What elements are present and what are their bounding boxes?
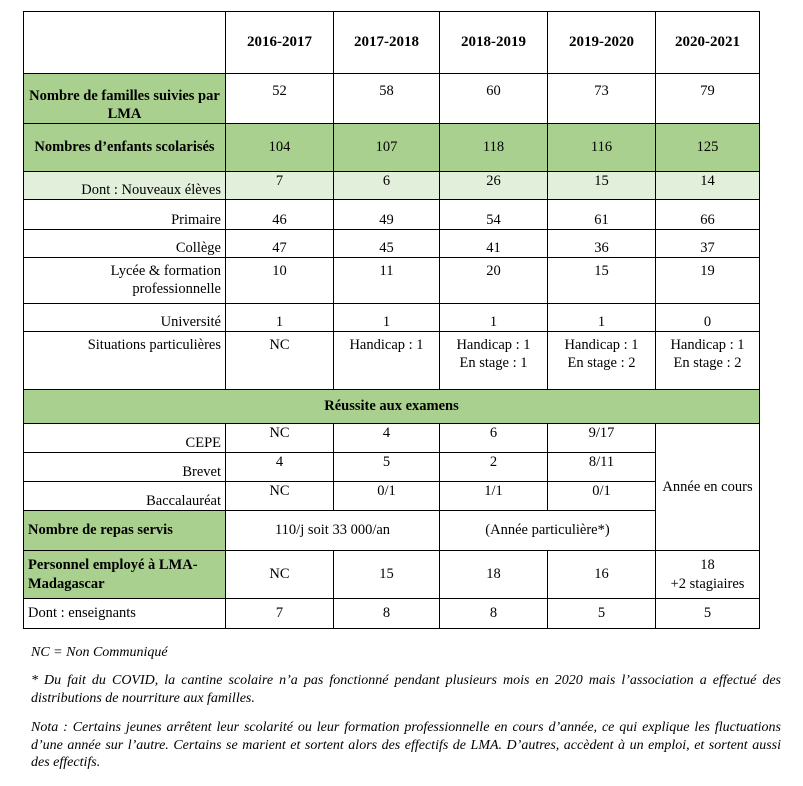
row-label: Nombre de familles suivies par LMA	[24, 74, 226, 124]
cell: 52	[226, 74, 334, 124]
cell: 73	[548, 74, 656, 124]
cell: 16	[548, 551, 656, 599]
cell: 46	[226, 200, 334, 230]
cell-line: En stage : 2	[567, 355, 636, 372]
teachers-row	[24, 599, 760, 629]
cell: 125	[656, 124, 760, 172]
cell: 18	[440, 551, 548, 599]
cell: 15	[334, 551, 440, 599]
row-label: Primaire	[24, 200, 226, 230]
year-header: 2018-2019	[440, 12, 548, 74]
merged-cell-current-year: Année en cours	[656, 424, 760, 551]
header-empty-cell	[24, 12, 226, 74]
cell	[656, 332, 760, 390]
row-label: CEPE	[24, 424, 226, 453]
cell: NC	[226, 424, 334, 453]
cell: NC	[226, 482, 334, 511]
cell: 61	[548, 200, 656, 230]
cell	[656, 551, 760, 599]
lycee-row	[24, 258, 760, 304]
year-header: 2016-2017	[226, 12, 334, 74]
cell: 10	[226, 258, 334, 304]
cell: 110/j soit 33 000/an	[226, 511, 440, 551]
cell: 54	[440, 200, 548, 230]
cell-line: Handicap : 1	[670, 337, 745, 353]
row-label: Situations particulières	[24, 332, 226, 390]
cell: 107	[334, 124, 440, 172]
cell: 8/11	[548, 453, 656, 482]
row-label: Lycée & formation professionnelle	[24, 258, 226, 304]
cell: 9/17	[548, 424, 656, 453]
cell: 41	[440, 230, 548, 258]
cell: 5	[548, 599, 656, 629]
cell: 0/1	[334, 482, 440, 511]
cell: 116	[548, 124, 656, 172]
cell: 19	[656, 258, 760, 304]
cell: 8	[440, 599, 548, 629]
cell	[548, 332, 656, 390]
cell-line: 18	[700, 557, 715, 574]
cell: 26	[440, 172, 548, 200]
stats-table	[23, 11, 760, 629]
note-nota: Nota : Certains jeunes arrêtent leur scolarité ou leur formation professionnelle en cours d’année, ce qui explique les fluctuations d’une année sur l’autre. Certains se marient et sortent alors des effectifs de LMA. D’autres, accèdent à un emploi, et sortent aussi des effectifs.	[31, 720, 781, 770]
cell: 66	[656, 200, 760, 230]
cell: 14	[656, 172, 760, 200]
cell: 4	[334, 424, 440, 453]
cell: 47	[226, 230, 334, 258]
cell: 37	[656, 230, 760, 258]
cell-line: Handicap : 1	[456, 337, 531, 353]
cell: 8	[334, 599, 440, 629]
cell: 15	[548, 258, 656, 304]
cell-line: +2 stagiaires	[670, 575, 745, 592]
year-header: 2017-2018	[334, 12, 440, 74]
cell: 60	[440, 74, 548, 124]
cell: 5	[334, 453, 440, 482]
cell: 1	[226, 304, 334, 332]
row-label: Brevet	[24, 453, 226, 482]
college-row	[24, 230, 760, 258]
university-row	[24, 304, 760, 332]
cell: 36	[548, 230, 656, 258]
bac-row	[24, 482, 760, 511]
cell: 7	[226, 172, 334, 200]
cell: 1	[334, 304, 440, 332]
row-label: Nombres d’enfants scolarisés	[24, 124, 226, 172]
exams-header-row	[24, 390, 760, 424]
meals-row	[24, 511, 760, 551]
row-label: Personnel employé à LMA-Madagascar	[24, 551, 226, 599]
cell-line: En stage : 2	[673, 355, 742, 372]
cell	[440, 332, 548, 390]
cell: NC	[226, 332, 334, 390]
cell: 104	[226, 124, 334, 172]
cell: 6	[440, 424, 548, 453]
cell: 49	[334, 200, 440, 230]
cell: 0	[656, 304, 760, 332]
cell: 6	[334, 172, 440, 200]
cell: 11	[334, 258, 440, 304]
primary-row	[24, 200, 760, 230]
note-covid: * Du fait du COVID, la cantine scolaire n’a pas fonctionné pendant plusieurs mois en 2020 mais l’association a effectué des distributions de nourriture aux familles.	[31, 673, 781, 706]
row-label: Université	[24, 304, 226, 332]
cell: 0/1	[548, 482, 656, 511]
cell: NC	[226, 551, 334, 599]
row-label: Baccalauréat	[24, 482, 226, 511]
cell: 58	[334, 74, 440, 124]
new-students-row	[24, 172, 760, 200]
note-nc: NC = Non Communiqué	[31, 645, 168, 660]
cell: 5	[656, 599, 760, 629]
cell: (Année particulière*)	[440, 511, 656, 551]
year-header: 2019-2020	[548, 12, 656, 74]
cell: 2	[440, 453, 548, 482]
row-label: Dont : enseignants	[24, 599, 226, 629]
cell: 1	[548, 304, 656, 332]
cell: 1	[440, 304, 548, 332]
families-row	[24, 74, 760, 124]
cepe-row	[24, 424, 760, 453]
children-row	[24, 124, 760, 172]
row-label: Dont : Nouveaux élèves	[24, 172, 226, 200]
row-label: Nombre de repas servis	[24, 511, 226, 551]
brevet-row	[24, 453, 760, 482]
cell: 20	[440, 258, 548, 304]
row-label: Collège	[24, 230, 226, 258]
cell-line: En stage : 1	[459, 355, 528, 372]
special-situations-row	[24, 332, 760, 390]
cell: 1/1	[440, 482, 548, 511]
cell: 45	[334, 230, 440, 258]
staff-row	[24, 551, 760, 599]
section-header: Réussite aux examens	[24, 390, 760, 424]
cell: Handicap : 1	[334, 332, 440, 390]
cell: 4	[226, 453, 334, 482]
cell: 118	[440, 124, 548, 172]
cell: 7	[226, 599, 334, 629]
year-header: 2020-2021	[656, 12, 760, 74]
cell-line: Handicap : 1	[564, 337, 639, 353]
cell: 79	[656, 74, 760, 124]
cell: 15	[548, 172, 656, 200]
header-row	[24, 12, 760, 74]
